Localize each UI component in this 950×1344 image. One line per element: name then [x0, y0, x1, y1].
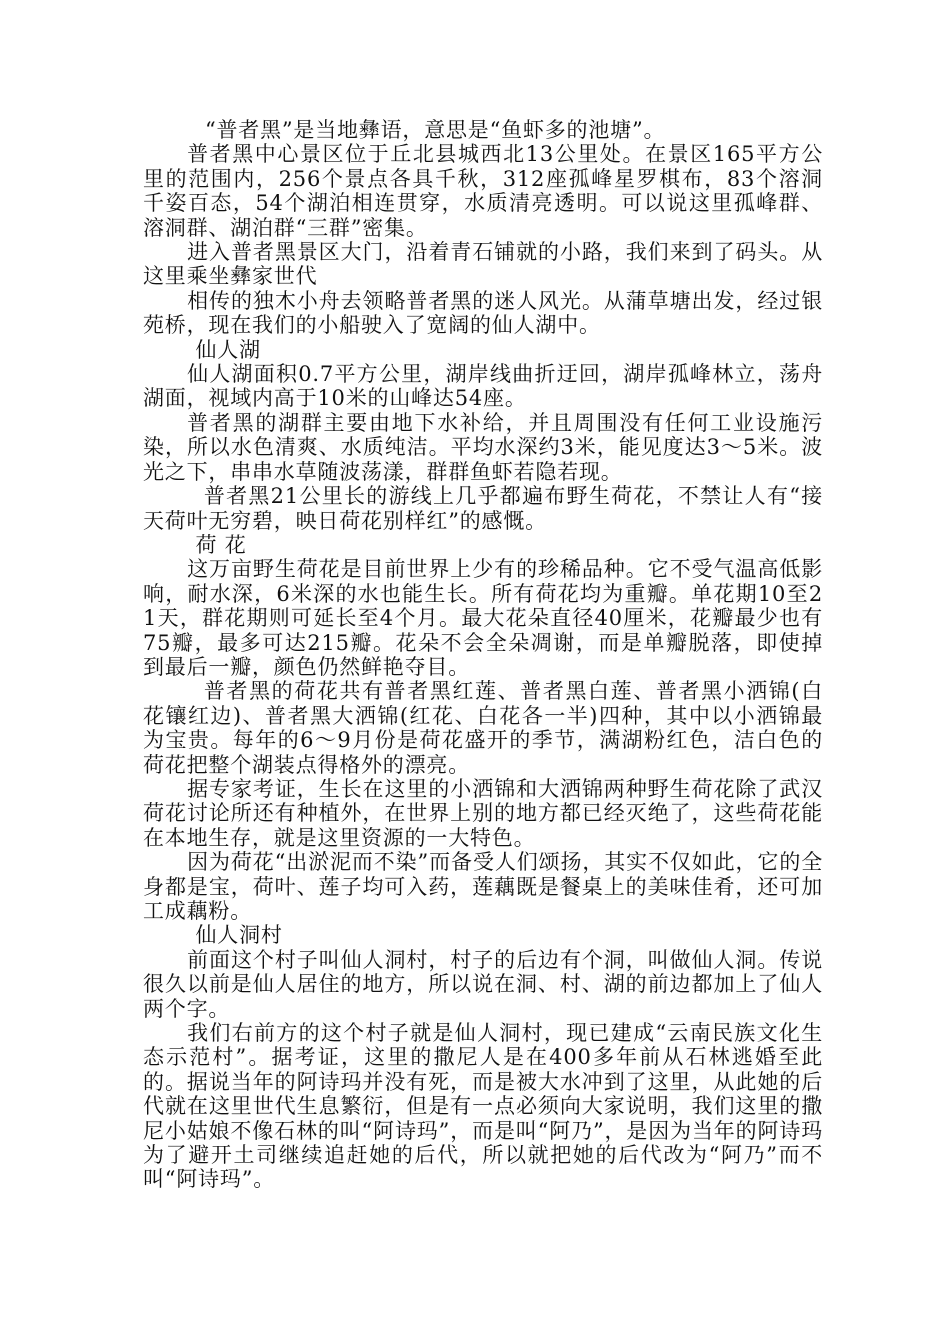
paragraph-lake-water: 普者黑的湖群主要由地下水补给，并且周围没有任何工业设施污染，所以水色清爽、水质纯洁。平均水深约3米，能见度达3～5米。波光之下，串串水草随波荡漾，群群鱼虾若隐若现。 [143, 410, 823, 484]
paragraph-village-intro: 前面这个村子叫仙人洞村，村子的后边有个洞，叫做仙人洞。传说很久以前是仙人居住的地方，所以说在洞、村、湖的前边都加上了仙人两个字。 [143, 947, 823, 1021]
paragraph-intro: “普者黑”是当地彝语，意思是“鱼虾多的池塘”。 [204, 118, 666, 142]
paragraph-lotus-research: 据专家考证，生长在这里的小洒锦和大洒锦两种野生荷花除了武汉荷花讨论所还有种植外，在世界上别的地方都已经灭绝了，这些荷花能在本地生存，就是这里资源的一大特色。 [143, 776, 823, 850]
section-heading-xianren-lake: 仙人湖 [195, 337, 261, 362]
paragraph-village-history: 我们右前方的这个村子就是仙人洞村，现已建成“云南民族文化生态示范村”。据考证，这里的撒尼人是在400多年前从石林逃婚至此的。据说当年的阿诗玛并没有死，而是被大水冲到了这里，从此她的后代就在这里世代生息繁衍，但是有一点必须向大家说明，我们这里的撒尼小姑娘不像石林的叫“阿诗玛”，而是叫“阿乃”，是因为当年的阿诗玛为了避开土司继续追赶她的后代，所以就把她的后代改为“阿乃”而不叫“阿诗玛”。 [143, 1021, 823, 1192]
paragraph-overview: 普者黑中心景区位于丘北县城西北13公里处。在景区165平方公里的范围内，256个景点各具千秋，312座孤峰星罗棋布，83个溶洞千姿百态，54个湖泊相连贯穿，水质清亮透明。可以说这里孤峰群、溶洞群、湖泊群“三群”密集。 [143, 142, 823, 240]
paragraph-entrance: 进入普者黑景区大门，沿着青石铺就的小路，我们来到了码头。从这里乘坐彝家世代 [143, 240, 823, 289]
section-heading-xianren-village: 仙人洞村 [195, 923, 283, 948]
paragraph-lotus-uses: 因为荷花“出淤泥而不染”而备受人们颂扬，其实不仅如此，它的全身都是宝，荷叶、莲子均可入药，莲藕既是餐桌上的美味佳肴，还可加工成藕粉。 [143, 850, 823, 923]
document-body [143, 118, 823, 1192]
paragraph-lake-area: 仙人湖面积0.7平方公里，湖岸线曲折迂回，湖岸孤峰林立，荡舟湖面，视域内高于10米的山峰达54座。 [143, 362, 823, 411]
paragraph-boat: 相传的独木小舟去领略普者黑的迷人风光。从蒲草塘出发，经过银苑桥，现在我们的小船驶入了宽阔的仙人湖中。 [143, 288, 823, 338]
section-heading-lotus: 荷 花 [195, 532, 247, 557]
paragraph-lotus-route: 普者黑21公里长的游线上几乎都遍布野生荷花，不禁让人有“接天荷叶无穷碧，映日荷花别样红”的感慨。 [143, 484, 823, 533]
paragraph-lotus-species: 这万亩野生荷花是目前世界上少有的珍稀品种。它不受气温高低影响，耐水深，6米深的水也能生长。所有荷花均为重瓣。单花期10至21天，群花期则可延长至4个月。最大花朵直径40厘米，花瓣最少也有75瓣，最多可达215瓣。花朵不会全朵凋谢，而是单瓣脱落，即使掉到最后一瓣，颜色仍然鲜艳夺目。 [143, 557, 823, 679]
paragraph-lotus-varieties: 普者黑的荷花共有普者黑红莲、普者黑白莲、普者黑小洒锦(白花镶红边)、普者黑大洒锦(红花、白花各一半)四种，其中以小洒锦最为宝贵。每年的6～9月份是荷花盛开的季节，满湖粉红色，洁白色的荷花把整个湖装点得格外的漂亮。 [143, 679, 823, 777]
